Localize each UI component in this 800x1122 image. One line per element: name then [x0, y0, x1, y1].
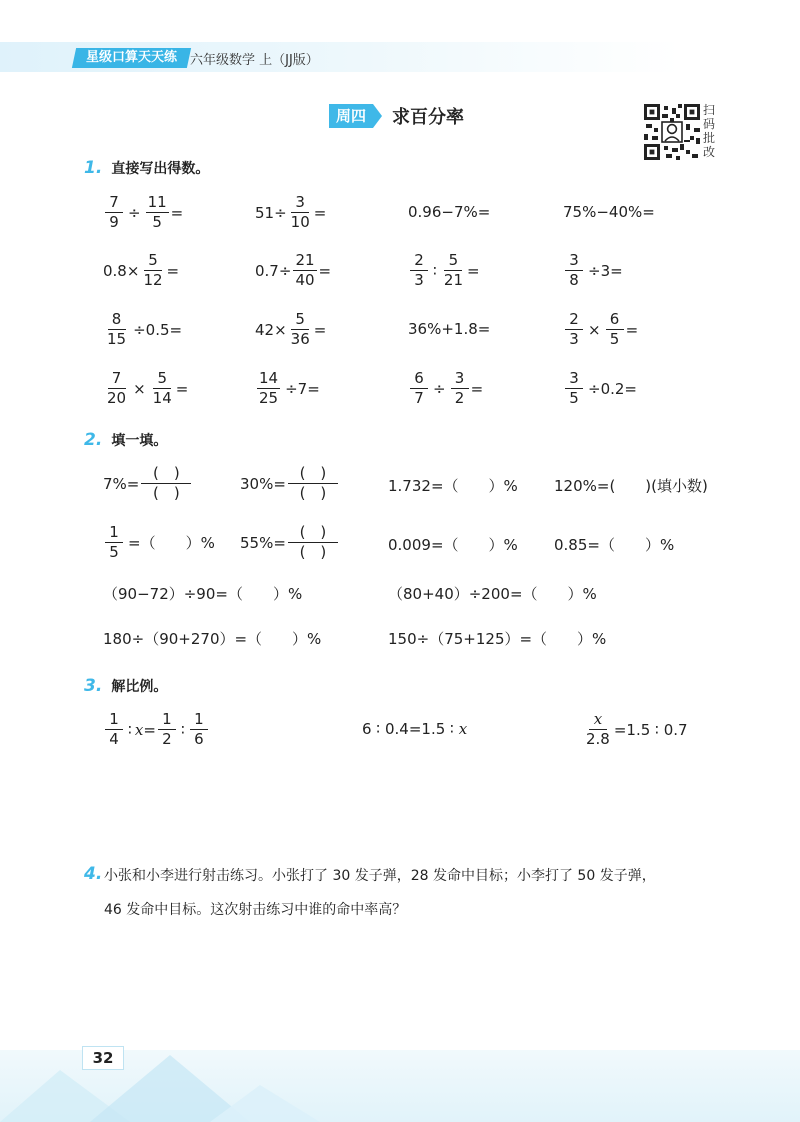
s2-r4-a: 180÷（90+270）=（ ）%	[103, 630, 322, 648]
s1-r4-d: $\frac{3}{5}$ ÷0.2=	[563, 371, 637, 406]
section-4-heading: 4.	[84, 864, 103, 884]
section-3-heading: 3. 解比例。	[84, 676, 168, 696]
s1-r2-d: $\frac{3}{8}$ ÷3=	[563, 253, 623, 288]
s2-r1-d: 120%=( )(填小数)	[554, 477, 708, 495]
s4-question-line-1: 小张和小李进行射击练习。小张打了 30 发子弹，28 发命中目标；小李打了 50 发子弹，	[104, 868, 656, 884]
s1-r3-c: 36%+1.8=	[408, 320, 491, 338]
s1-r4-a: $\frac{7}{20}$ × $\frac{5}{14}$ =	[107, 369, 189, 407]
s1-r1-c: 0.96−7%=	[408, 203, 491, 221]
s2-r3-a: （90−72）÷90=（ ）%	[103, 585, 303, 603]
s2-r4-b: 150÷（75+125）=（ ）%	[388, 630, 607, 648]
s2-r1-c: 1.732=（ ）%	[388, 477, 518, 495]
book-subtitle: 六年级数学 上（JJ版）	[190, 53, 319, 68]
s1-r1-b: 51÷ $\frac{3}{10}$ =	[255, 193, 327, 231]
page-title: 求百分率	[392, 107, 464, 128]
s1-r4-b: $\frac{14}{25}$ ÷7=	[259, 369, 320, 407]
s1-r1-d: 75%−40%=	[563, 203, 655, 221]
s1-r3-a: $\frac{8}{15}$ ÷0.5=	[107, 310, 183, 348]
s2-r2-c: 0.009=（ ）%	[388, 536, 518, 554]
s1-r2-c: $\frac{2}{3}$ ∶ $\frac{5}{21}$ =	[408, 253, 480, 288]
s1-r1-a: $\frac{7}{9}$ ÷ $\frac{11}{5}$ =	[103, 195, 183, 230]
s2-r2-a: $\frac{1}{5}$ =（ ）%	[103, 525, 215, 560]
s2-r2-d: 0.85=（ ）%	[554, 536, 675, 554]
section-2-heading: 2. 填一填。	[84, 430, 168, 450]
s2-r2-b: 55%= ( ) ( )	[240, 525, 338, 560]
s2-r1-b: 30%= ( ) ( )	[240, 466, 338, 501]
s1-r2-b: 0.7÷ $\frac{21}{40}$ =	[255, 251, 332, 289]
s1-r3-b: 42× $\frac{5}{36}$ =	[255, 310, 327, 348]
s2-r3-b: （80+40）÷200=（ ）%	[388, 585, 597, 603]
s3-c: $\frac{x}{2.8}$ =1.5 ∶ 0.7	[586, 710, 688, 748]
s1-r4-c: $\frac{6}{7}$ ÷ $\frac{3}{2}$ =	[408, 371, 483, 406]
section-1-heading: 1. 直接写出得数。	[84, 158, 210, 178]
s2-r1-a: 7%= ( ) ( )	[103, 466, 191, 501]
scan-to-grade-label: 扫 码 批 改	[703, 103, 716, 159]
day-badge: 周四	[329, 104, 373, 128]
s3-b: 6 ∶ 0.4=1.5 ∶ x	[362, 720, 468, 738]
qr-code-icon[interactable]	[644, 104, 700, 160]
s4-question-line-2: 46 发命中目标。这次射击练习中谁的命中率高？	[104, 902, 407, 918]
page-number: 32	[82, 1046, 124, 1070]
s1-r2-a: 0.8× $\frac{5}{12}$ =	[103, 251, 180, 289]
s3-a: $\frac{1}{4}$ ∶ x = $\frac{1}{2}$ ∶ $\frac{1}{6}$	[103, 712, 210, 747]
series-tag: 星级口算天天练	[72, 48, 191, 68]
badge-arrow	[373, 104, 382, 128]
s1-r3-d: $\frac{2}{3}$ × $\frac{6}{5}$ =	[563, 312, 638, 347]
